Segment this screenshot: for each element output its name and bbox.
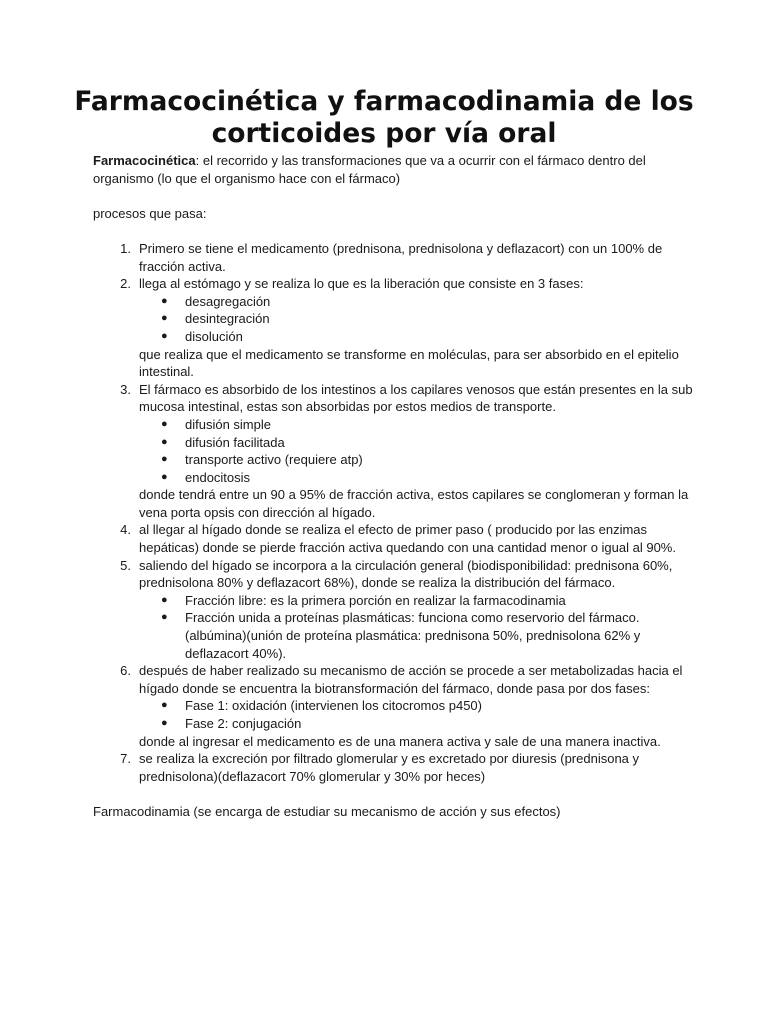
step-text: al llegar al hígado donde se realiza el efecto de primer paso ( producido por las enzimas hepáticas) donde se pierde fracción activa quedando con una cantidad menor o igual al 90%.: [139, 522, 676, 556]
step-number: 4.: [120, 522, 131, 538]
bullet-icon: ●: [161, 435, 168, 448]
spacer: [93, 222, 693, 240]
bullet-icon: ●: [161, 417, 168, 430]
sub-list: [139, 416, 693, 486]
step-continuation: donde tendrá entre un 90 a 95% de fracción activa, estos capilares se conglomeran y forman la vena porta opsis con dirección al hígado.: [139, 487, 689, 520]
step-continuation: donde al ingresar el medicamento es de una manera activa y sale de una manera inactiva.: [139, 733, 661, 749]
step-number: 5.: [120, 557, 131, 573]
sub-list: [139, 697, 693, 732]
bullet-icon: ●: [161, 717, 168, 729]
bullet-icon: ●: [161, 699, 168, 712]
sub-item-text: disolución: [185, 328, 243, 344]
document-body: [93, 152, 693, 821]
bullet-icon: ●: [161, 329, 168, 342]
list-item: [93, 750, 693, 785]
sub-item-text: Fase 2: conjugación: [185, 716, 302, 731]
step-text: se realiza la excreción por filtrado glomerular y es excretado por diuresis (prednisona y prednisolona)(deflazacort 70% glomerular y 30% por heces): [139, 751, 640, 784]
sub-item-text: Fracción libre: es la primera porción en realizar la farmacodinamia: [185, 592, 566, 608]
sub-list-item: [139, 328, 693, 346]
sub-item-text: desintegración: [185, 311, 270, 327]
sub-list: [139, 592, 693, 662]
sub-item-text: desagregación: [185, 293, 271, 309]
sub-item-text: Fase 1: oxidación (intervienen los citocromos p450): [185, 698, 482, 714]
bullet-icon: ●: [161, 312, 168, 325]
step-text: llega al estómago y se realiza lo que es la liberación que consiste en 3 fases:: [139, 276, 584, 292]
sub-list: [139, 293, 693, 346]
list-item: [93, 662, 693, 750]
step-text: El fármaco es absorbido de los intestinos a los capilares venosos que están presentes en la sub mucosa intestinal, estas son absorbidas por estos medios de transporte.: [139, 381, 693, 415]
sub-list-item: [139, 609, 693, 662]
sub-list-item: [139, 592, 693, 610]
step-number: 3.: [120, 381, 131, 397]
bullet-icon: ●: [161, 453, 168, 466]
step-text: después de haber realizado su mecanismo de acción se procede a ser metabolizadas hacia el hígado donde se encuentra la biotransformación del fármaco, donde pasa por dos fases:: [139, 663, 683, 696]
sub-item-text: Fracción unida a proteínas plasmáticas: funciona como reservorio del fármaco.(albúmina)(unión de proteína plasmática: prednisona 50%, prednisolona 62% y deflazacort 40%).: [185, 610, 641, 661]
sub-item-text: endocitosis: [185, 469, 251, 485]
sub-item-text: difusión simple: [185, 416, 271, 432]
step-number: 2.: [120, 276, 131, 292]
sub-list-item: [139, 469, 693, 487]
list-item: [93, 521, 693, 556]
sub-item-text: difusión facilitada: [185, 434, 285, 450]
page-title: Farmacocinética y farmacodinamia de los corticoides por vía oral: [74, 86, 694, 149]
step-text: saliendo del hígado se incorpora a la circulación general (biodisponibilidad: prednisona 60%, prednisolona 80% y deflazacort 68%), donde se realiza la distribución del fármaco.: [139, 557, 673, 591]
list-item: [93, 381, 693, 522]
sub-list-item: [139, 293, 693, 311]
sub-list-item: [139, 715, 693, 733]
sub-item-text: transporte activo (requiere atp): [185, 452, 363, 468]
intro-definition: : el recorrido y las transformaciones que va a ocurrir con el fármaco dentro del organismo (lo que el organismo hace con el fármaco): [93, 153, 646, 186]
steps-list: [93, 240, 693, 785]
spacer: [93, 187, 693, 205]
intro-term: Farmacocinética: [93, 153, 196, 168]
list-item: [93, 557, 693, 663]
bullet-icon: ●: [161, 470, 168, 483]
bullet-icon: ●: [161, 611, 168, 624]
sub-list-item: [139, 434, 693, 452]
step-number: 7.: [120, 751, 131, 767]
intro-paragraph: [93, 152, 693, 187]
sub-list-item: [139, 416, 693, 434]
step-continuation: que realiza que el medicamento se transforme en moléculas, para ser absorbido en el epitelio intestinal.: [139, 346, 679, 380]
step-number: 6.: [120, 663, 131, 679]
sub-list-item: [139, 310, 693, 328]
list-item: [93, 275, 693, 381]
spacer: [93, 785, 693, 803]
sub-list-item: [139, 451, 693, 469]
bullet-icon: ●: [161, 294, 168, 307]
bullet-icon: ●: [161, 593, 168, 606]
list-item: [93, 240, 693, 275]
processes-label: procesos que pasa:: [93, 205, 207, 221]
footer-paragraph: Farmacodinamia (se encarga de estudiar su mecanismo de acción y sus efectos): [93, 803, 561, 819]
sub-list-item: [139, 697, 693, 715]
step-text: Primero se tiene el medicamento (prednisona, prednisolona y deflazacort) con un 100% de fracción activa.: [139, 240, 663, 274]
step-number: 1.: [120, 240, 131, 256]
